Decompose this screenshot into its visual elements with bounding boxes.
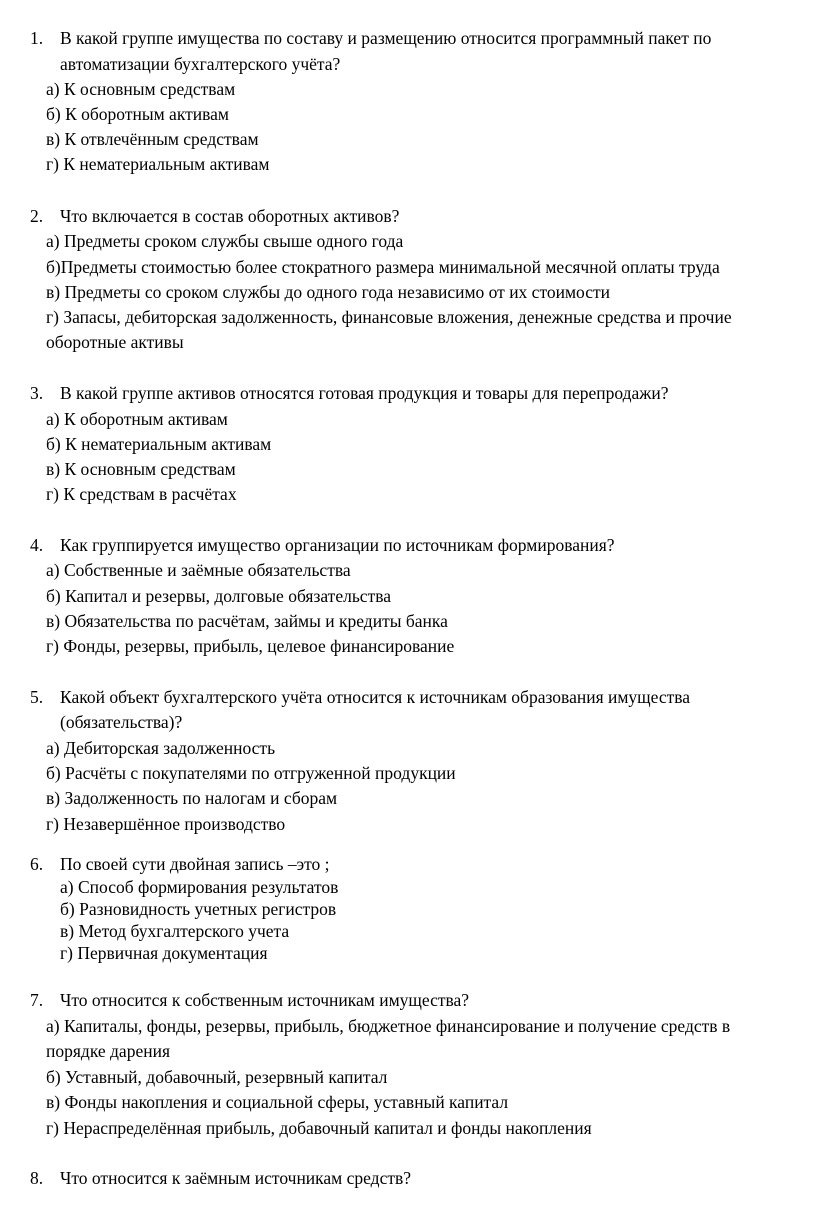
question-text: Что относится к собственным источникам имущества?	[60, 990, 470, 1010]
question-text: В какой группе активов относятся готовая продукция и товары для перепродажи?	[60, 383, 669, 403]
question-number: 8.	[30, 1168, 44, 1188]
question-text: По своей сути двойная запись –это ;	[60, 854, 330, 874]
question-number: 4.	[30, 535, 44, 555]
question-number: 6.	[30, 854, 44, 874]
question-number: 5.	[30, 687, 44, 707]
document-page: 1. В какой группе имущества по составу и размещению относится программный пакет по автоматизации бухгалтерского учёта? а) К основным средствам б) К оборотным активам в) К отвлечённым средствам г) К нематериальным активам 2. Что включается в состав оборотных активов? а) Предметы сроком службы свыше одного года б)Предметы стоимостью более стократного размера минимальной месячной оплаты труда в) Предметы со сроком службы до одного года независимо от их стоимости г) Запасы, дебиторская задолженность, финансовые вложения, денежные средства и прочие оборотные активы 3. В какой группе активов относятся готовая продукция и товары для перепродажи? а) К оборотным активам б) К нематериальным активам в) К основным средствам г) К средствам в расчётах 4. Как группируется имущество организации по источникам формирования? а) Собственные и заёмные обязательства б) Капитал и резервы, долговые обязательства в) Обязательства по расчётам, займы и кредиты банка г) Фонды, резервы, прибыль, целевое финансирование 5. Какой объект бухгалтерского учёта относится к источникам образования имущества (обязательства)? а) Дебиторская задолженность б) Расчёты с покупателями по отгруженной продукции в) Задолженность по налогам и сборам г) Незавершённое производство 6. По своей сути двойная запись –это ; а) Способ формирования результатов б) Разновидность учетных регистров в) Метод бухгалтерского учета г) Первичная документация 7. Что относится к собственным источникам имущества? а) Капиталы, фонды, резервы, прибыль, бюджетное финансирование и получение средств в порядке дарения б) Уставный, добавочный, резервный капитал в) Фонды накопления и социальной сферы, уставный капитал г) Нераспределённая прибыль, добавочный капитал и фонды накопления 8. Что относится к заёмным источникам средств?	[30, 28, 732, 1188]
question-text: (обязательства)?	[60, 712, 183, 732]
question-text: Как группируется имущество организации по источникам формирования?	[60, 535, 615, 555]
question-number: 2.	[30, 206, 44, 226]
question-number: 7.	[30, 990, 44, 1010]
question-number: 1.	[30, 28, 44, 48]
question-text: автоматизации бухгалтерского учёта?	[60, 54, 341, 74]
question-text: В какой группе имущества по составу и размещению относится программный пакет по	[60, 28, 712, 48]
question-text: Что относится к заёмным источникам средств?	[60, 1168, 412, 1188]
question-number: 3.	[30, 383, 44, 403]
question-text: Что включается в состав оборотных активов?	[60, 206, 400, 226]
question-text: Какой объект бухгалтерского учёта относится к источникам образования имущества	[60, 687, 691, 707]
